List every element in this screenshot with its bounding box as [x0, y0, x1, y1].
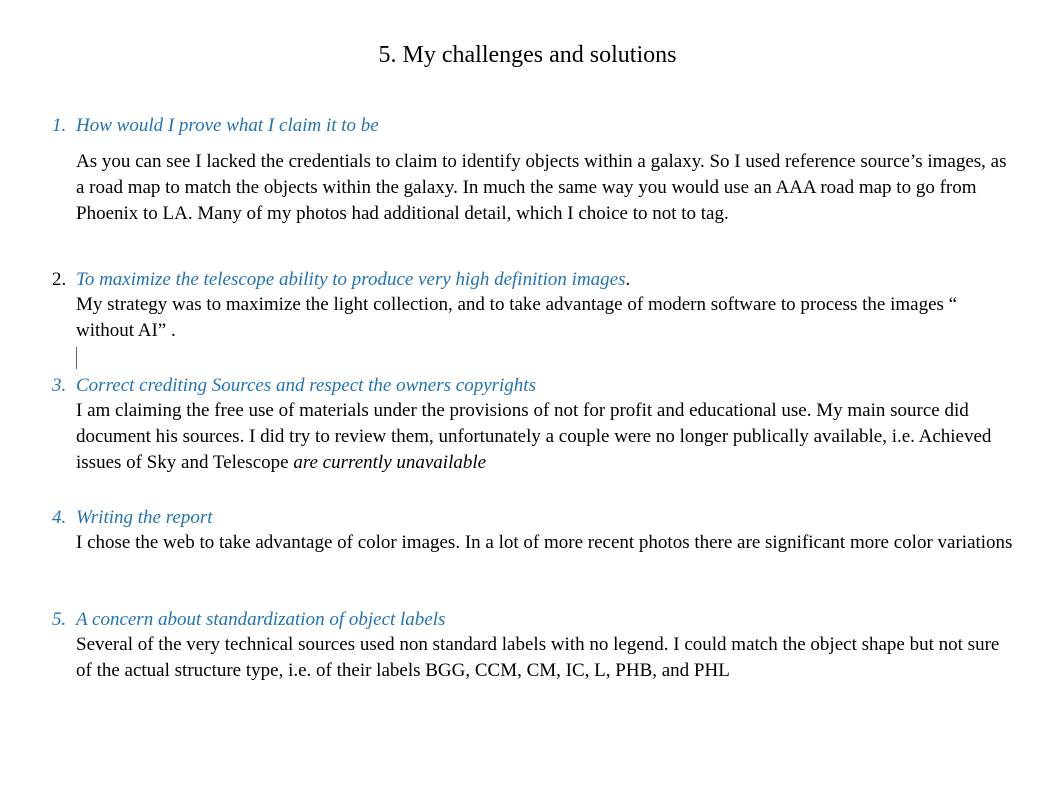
- item-heading-text: To maximize the telescope ability to produce very high definition images: [76, 269, 626, 290]
- item-body-text: I am claiming the free use of materials under the provisions of not for profit and educational use. My main source did document his sources. I did try to review them, unfortunately a couple were no longer publically available, i.e. Achieved issues of Sky and Telescope: [76, 400, 992, 474]
- item-number: 3.: [52, 375, 67, 396]
- item-body-italic: are currently unavailable: [293, 452, 487, 474]
- text-cursor: [76, 347, 77, 369]
- page-title: 5. My challenges and solutions: [378, 42, 677, 68]
- item-heading: [76, 267, 630, 293]
- item-body: [76, 398, 1011, 477]
- item-heading: Writing the report: [76, 507, 213, 528]
- item-heading: How would I prove what I claim it to be: [76, 115, 379, 136]
- item-heading-suffix: .: [625, 269, 631, 290]
- item-number: 1.: [52, 115, 67, 136]
- item-number: 4.: [52, 507, 67, 528]
- item-number: 5.: [52, 609, 67, 630]
- item-body: Several of the very technical sources used non standard labels with no legend. I could match the object shape but not sure of the actual structure type, i.e. of their labels BGG, CCM, CM, IC, L, PHB, and PHL: [76, 634, 1000, 682]
- item-heading: Correct crediting Sources and respect the owners copyrights: [76, 375, 536, 396]
- item-body: As you can see I lacked the credentials to claim to identify objects within a galaxy. So I used reference source’s images, as a road map to match the objects within the galaxy. In much the same way you would use an AAA road map to go from Phoenix to LA. Many of my photos had additional detail, which I choice to not to tag.: [76, 151, 1007, 225]
- item-body: My strategy was to maximize the light collection, and to take advantage of modern software to process the images “ without AI” .: [76, 294, 958, 342]
- item-heading: A concern about standardization of object labels: [76, 609, 446, 630]
- item-body: I chose the web to take advantage of color images. In a lot of more recent photos there are significant more color variations: [76, 532, 1013, 553]
- item-number: 2.: [52, 269, 67, 290]
